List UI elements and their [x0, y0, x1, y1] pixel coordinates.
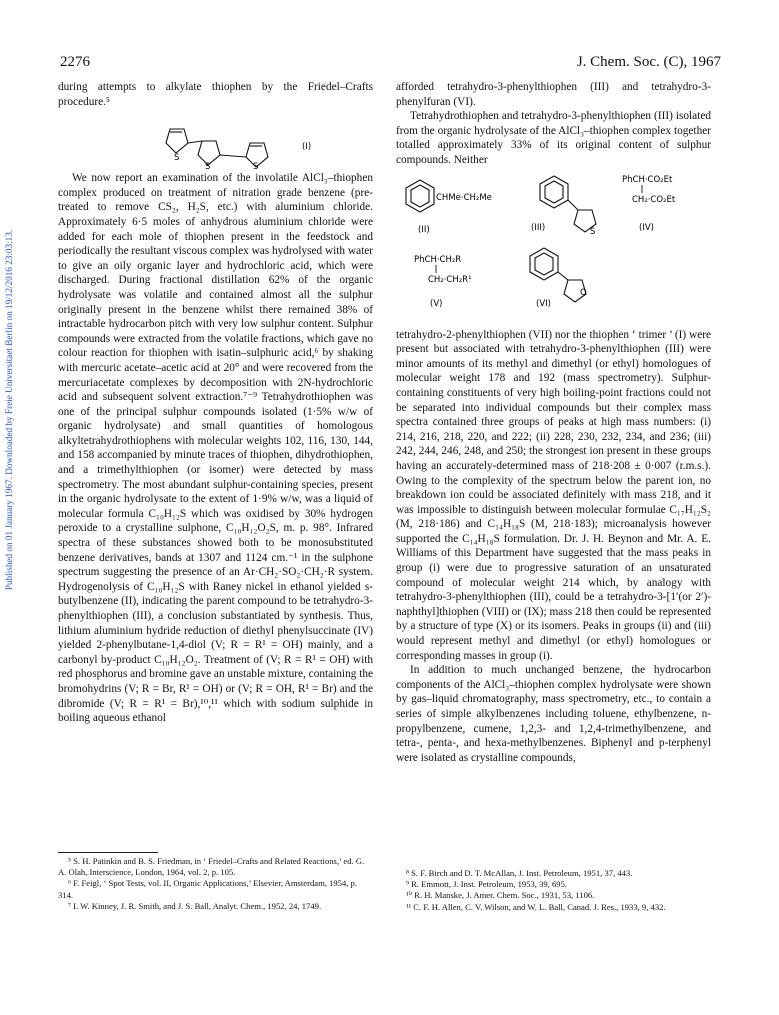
footnote: ⁷ I. W. Kinney, J. R. Smith, and J. S. Ball, Analyt. Chem., 1952, 24, 1749.: [68, 900, 322, 911]
sulfur-atom-2: S: [205, 162, 211, 170]
footnote: ⁶ F. Feigl, ‘ Spot Tests, vol. II, Organic Applications,’ Elsevier, Amsterdam, 1954, p. 314.: [58, 878, 357, 900]
sulfur-atom-1: S: [174, 153, 180, 164]
footnote: ⁸ S. F. Birch and D. T. McAllan, J. Inst. Petroleum, 1951, 37, 443.: [406, 868, 633, 878]
footnote: ¹⁰ R. H. Manske, J. Amer. Chem. Soc., 1931, 53, 1106.: [406, 890, 595, 901]
right-paragraph-1: afforded tetrahydro-3-phenylthiophen (III) and tetrahydro-3-phenylfuran (VI).: [396, 81, 711, 108]
right-column: [396, 80, 711, 765]
footnote: ⁹ R. Emmott, J. Inst. Petroleum, 1953, 39, 695.: [406, 879, 568, 890]
sulfur-atom-iii: S: [590, 226, 596, 237]
structure-i: [58, 109, 373, 169]
structures-ii-vi: [396, 168, 711, 328]
page-number: 2276: [60, 54, 90, 70]
substituent-ii: CHMe·CH₂Me: [436, 192, 492, 203]
footnotes-left: [58, 856, 373, 912]
body-paragraph: We now report an examination of the involatile AlCl₃–thiophen complex produced on treatment of nitration grade benzene (pre-treated to remove CS₂, H₂S, etc.) with aluminium chloride. Approximately 6·5 moles of anhydrous aluminium chloride were added for each mole of thiophen present in the feedstock and periodically the resultant viscous complex was hydrolysed with water to give an oily organic layer and hydrochloric acid, which were discharged. During fractional distillation 62% of the organic hydrolysate was volatile and contained almost all the sulphur originally present in the benzene whilst there remained 38% of intractable hydrocarbon pitch with very low sulphur content. Sulphur compounds were extracted from the volatile fractions, which gave no colour reaction for thiophen with isatin–sulphuric acid,⁶ by shaking with mercuric acetate–acetic acid at 20° and were recovered from the mercuriacetate complexes by decomposition with 2N-hydrochloric acid and subsequent solvent extraction.⁷⁻⁹ Tetrahydrothiophen was one of the principal sulphur compounds isolated (1·5% w/w of organic hydrolysate) and small quantities of homologous alkyltetrahydrothiophens with molecular weights 102, 116, 130, 144, and 158 accompanied by minute traces of thiophen, dihydrothiophen, and a trimethylthiophen (or isomer) were detected by mass spectrometry. The most abundant sulphur-containing species, present in the organic hydrolysate to the extent of 1·9% w/w, was a liquid of molecular formula C₁₀H₁₂S which was oxidised by 30% hydrogen peroxide to a crystalline sulphone, C₁₀H₁₂O₂S, m. p. 98°. Infrared spectra of these substances showed both to be monosubstituted benzene derivatives, bands at 1307 and 1124 cm.⁻¹ in the sulphone spectrum suggesting the presence of an Ar·CH₂·SO₂·CH₂·R system. Hydrogenolysis of C₁₀H₁₂S with Raney nickel in ethanol yielded s-butylbenzene (II), indicating the parent compound to be tetrahydro-3-phenylthiophen (III), a conclusion substantiated by synthesis. Thus, lithium aluminium hydride reduction of diethyl phenylsuccinate (IV) yielded 2-phenylbutane-1,4-diol (V; R = R¹ = OH) mainly, and a carbonyl by-product C₁₀H₁₂O₂. Treatment of (V; R = R¹ = OH) with red phosphorus and bromine gave an unstable mixture, containing the bromohydrins (V; R = Br, R¹ = OH) or (V; R = OH, R¹ = Br) and the dibromide (V; R = R¹ = Br),¹⁰,¹¹ which with sodium sulphide in boiling aqueous ethanol: [58, 172, 373, 725]
structure-v-line1: PhCH·CH₂R: [414, 254, 462, 265]
structure-ii-label: (II): [418, 224, 430, 235]
footnote: ⁵ S. H. Patinkin and B. S. Friedman, in ‘ Friedel–Crafts and Related Reactions,’ ed. G. A. Olah, Interscience, London, 1964, vol. 2, p. 105.: [58, 856, 365, 878]
footnote: ¹¹ C. F. H. Allen, C. V. Wilson, and W. L. Ball, Canad. J. Res., 1933, 9, 432.: [406, 901, 666, 912]
footnotes-right: [396, 868, 711, 913]
structure-iv-line2: CH₂·CO₂Et: [632, 194, 676, 205]
right-paragraph-3: tetrahydro-2-phenylthiophen (VII) nor the thiophen ‘ trimer ’ (I) were present but associated with tetrahydro-3-phenylthiophen (III) were minor amounts of its methyl and dimethyl (or ethyl) homologues of molecular weight 178 and 192 (mass spectrometry). Sulphur-containing constituents of very high boiling-point fractions could not be separated into individual compounds but their complex mass spectra contained three groups of peaks at high mass numbers: (i) 214, 216, 218, 220, and 222; (ii) 228, 230, 232, 234, and 236; (iii) 242, 244, 246, 248, and 250; the strongest ion present in these groups having an accurately-determined mass of 218·208 ± 0·007 (r.m.s.). Owing to the complexity of the spectrum below the parent ion, no breakdown ion could be associated definitely with mass 218, and it was impossible to distinguish between molecular formulae C₁₇H₁₂S₂ (M, 218·186) and C₁₄H₁₈S (M, 218·183); microanalysis however supported the C₁₄H₁₈S formulation. Dr. J. H. Beynon and Mr. A. E. Williams of this Department have suggested that the mass peaks in group (i) were due to progressive saturation of an unsaturated compound of molecular weight 214 which, by analogy with tetrahydro-3-phenylthiophen (III), could be a tetrahydro-3-[1′(or 2′)-naphthyl]thiophen (VIII) or (IX); mass 218 then could be represented by a structure of type (X) or its isomers. Peaks in groups (ii) and (iii) would represent methyl and dimethyl (or ethyl) homologues or corresponding masses in group (i).: [396, 328, 711, 662]
download-watermark-text: Published on 01 January 1967. Downloaded by Freie Universitaet Berlin on 19/12/2016 23:03:13.: [4, 229, 14, 591]
structure-i-label: (I): [302, 142, 312, 153]
structure-v-label: (V): [430, 298, 443, 309]
oxygen-atom-vi: O: [580, 287, 587, 298]
download-watermark: [2, 200, 16, 620]
structure-v-line2: CH₂·CH₂R¹: [428, 274, 472, 285]
right-paragraph-2: Tetrahydrothiophen and tetrahydro-3-phenylthiophen (III) isolated from the organic hydrolysate of the AlCl₃–thiophen complex together totalled approximately 33% of its original content of sulphur compounds. Neither: [396, 110, 711, 166]
left-column: [58, 80, 373, 726]
structure-iv-label: (IV): [639, 222, 654, 233]
structure-iii-label: (III): [531, 222, 546, 233]
intro-paragraph: during attempts to alkylate thiophen by the Friedel–Crafts procedure.⁵: [58, 81, 373, 108]
journal-header: J. Chem. Soc. (C), 1967: [576, 54, 721, 70]
sulfur-atom-3: S: [253, 162, 259, 170]
structure-vi-label: (VI): [536, 298, 551, 309]
footnote-divider-left: [58, 852, 158, 853]
right-paragraph-4: In addition to much unchanged benzene, the hydrocarbon components of the AlCl₃–thiophen complex hydrolysate were shown by gas–liquid chromatography, mass spectrometry, etc., to contain a series of simple alkylbenzenes including toluene, ethylbenzene, n-propylbenzene, cumene, 1,2,3- and 1,2,4-trimethylbenzene, and tetra-, penta-, and hexa-methylbenzenes. Biphenyl and p-terphenyl were isolated as crystalline compounds,: [396, 664, 711, 764]
structure-iv-line1: PhCH·CO₂Et: [622, 174, 673, 185]
